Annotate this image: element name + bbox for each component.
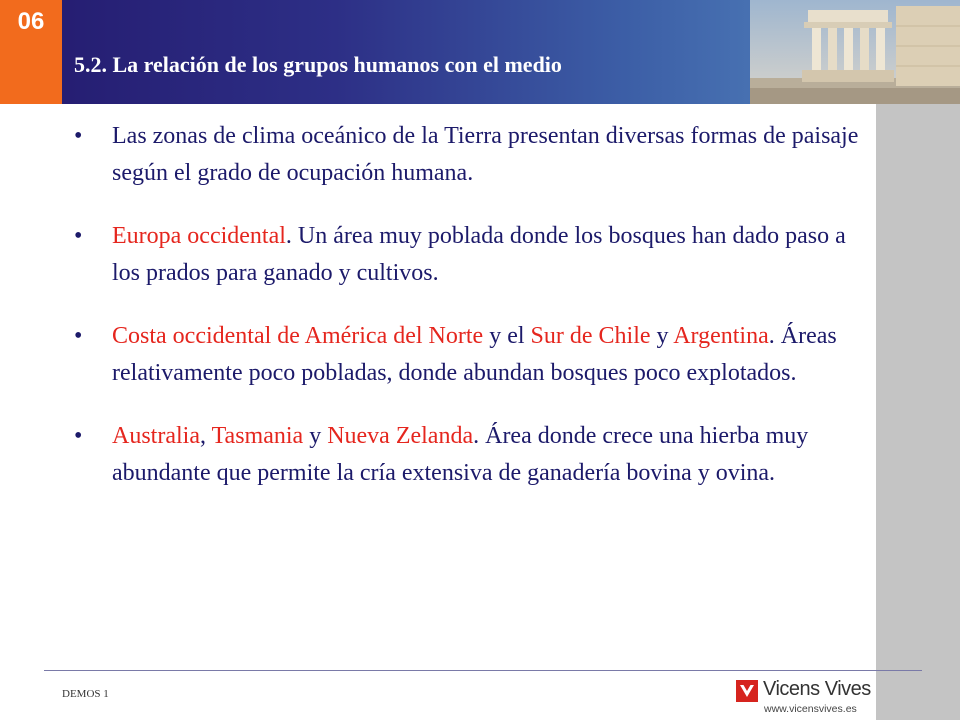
content-body bbox=[74, 118, 874, 518]
side-bar bbox=[876, 104, 960, 720]
bullet-text: , bbox=[199, 423, 212, 449]
bullet-item bbox=[74, 218, 874, 292]
footer-divider bbox=[44, 670, 922, 671]
bullet-item bbox=[74, 418, 874, 492]
section-title: 5.2. La relación de los grupos humanos con el medio bbox=[74, 52, 562, 77]
bullet-text: y el bbox=[483, 323, 531, 349]
highlighted-term: Europa occidental bbox=[112, 223, 286, 249]
vicens-vives-logo-icon bbox=[736, 680, 758, 702]
bullet-text: y bbox=[303, 423, 328, 449]
highlighted-term: Nueva Zelanda bbox=[327, 423, 474, 449]
chapter-box bbox=[0, 0, 62, 104]
highlighted-term: Sur de Chile bbox=[530, 323, 651, 349]
brand-url: www.vicensvives.es bbox=[764, 703, 857, 715]
bullet-text: . Área donde crece una hierba muy abundante que permite la cría extensiva de ganadería bovina y ovina. bbox=[112, 423, 809, 486]
bullet-text: Las zonas de clima oceánico de la Tierra presentan diversas formas de paisaje según el grado de ocupación humana. bbox=[112, 123, 859, 186]
footer-label: DEMOS 1 bbox=[62, 688, 109, 700]
acropolis-photo bbox=[750, 0, 960, 104]
highlighted-term: Costa occidental de América del Norte bbox=[112, 323, 484, 349]
bullet-text: . Áreas relativamente poco pobladas, donde abundan bosques poco explotados. bbox=[112, 323, 837, 386]
bullet-text: . Un área muy poblada donde los bosques han dado paso a los prados para ganado y cultivos. bbox=[112, 223, 846, 286]
highlighted-term: Tasmania bbox=[211, 423, 304, 449]
highlighted-term: Australia bbox=[112, 423, 200, 449]
bullet-text: y bbox=[650, 323, 674, 349]
bullet-item bbox=[74, 318, 874, 392]
brand-logo bbox=[736, 678, 871, 716]
brand-name: Vicens Vives bbox=[763, 678, 871, 700]
highlighted-term: Argentina bbox=[673, 323, 769, 349]
bullet-item bbox=[74, 118, 874, 192]
chapter-number: 06 bbox=[17, 8, 45, 35]
